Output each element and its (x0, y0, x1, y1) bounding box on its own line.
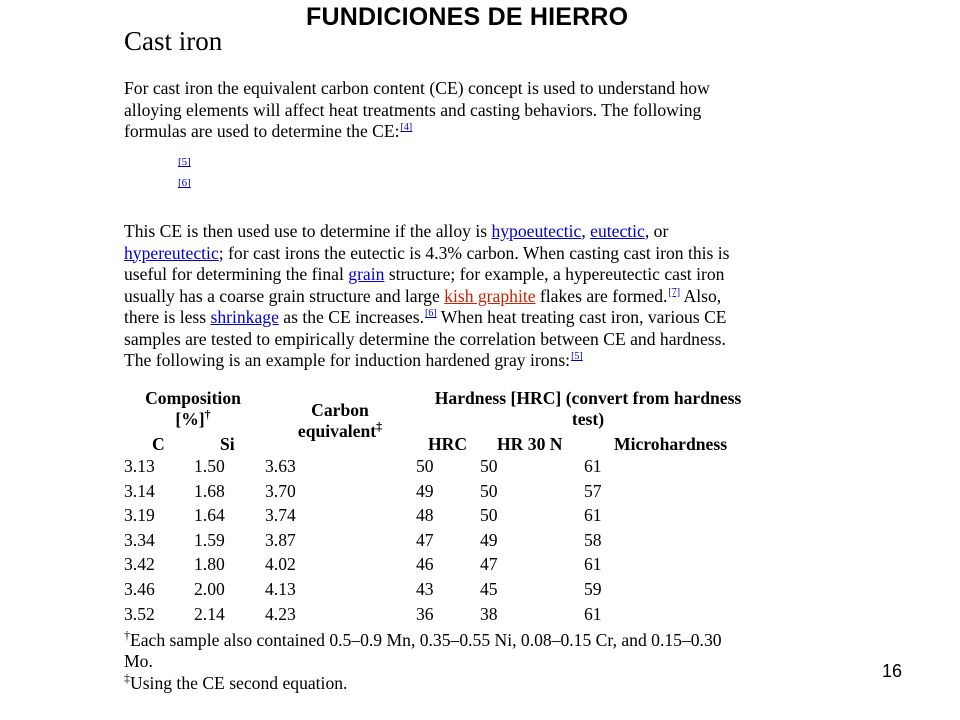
ce-paragraph (124, 221, 764, 372)
cell-hrc: 50 (416, 456, 434, 476)
intro-line (124, 121, 764, 143)
carbon-header-text: equivalent (297, 421, 377, 441)
footnote-1 (124, 630, 722, 651)
ce-text: useful for determining the final (124, 264, 349, 284)
cell-ce: 4.23 (265, 603, 296, 624)
carbon-equivalent-header (290, 400, 390, 442)
shrinkage-link[interactable]: shrinkage (210, 307, 279, 327)
cell-hr30n: 50 (480, 456, 498, 476)
grain-link[interactable]: grain (348, 264, 385, 284)
cell-c: 3.34 (124, 529, 155, 550)
cell-micro: 61 (584, 603, 602, 624)
ce-text: Also, (680, 285, 722, 306)
cell-hr30n: 47 (480, 554, 498, 575)
composition-header (140, 388, 246, 430)
cell-hrc: 43 (416, 579, 434, 599)
ce-text: This CE is then used use to determine if the alloy is (124, 221, 492, 241)
ce-line (124, 264, 764, 286)
cell-hrc: 36 (416, 603, 434, 624)
percent-header-text: [%] (175, 409, 205, 429)
ce-line (124, 243, 764, 265)
cell-si: 1.59 (194, 529, 225, 550)
cell-ce: 3.74 (265, 505, 296, 526)
ce-line (124, 221, 764, 243)
dagger-mark: † (124, 628, 130, 643)
ce-text: The following is an example for induction hardened gray irons: (124, 350, 571, 370)
cell-ce: 4.13 (265, 579, 296, 599)
carbon-header-text: Carbon (311, 400, 369, 420)
cell-micro: 57 (584, 480, 602, 501)
cell-ce: 3.70 (265, 480, 296, 501)
ce-text: there is less (124, 307, 211, 327)
cell-hr30n: 45 (480, 579, 498, 599)
ce-text: flakes are formed. (535, 285, 668, 306)
footnote-text: Using the CE second equation. (130, 673, 348, 693)
cell-c: 3.14 (124, 480, 155, 501)
intro-line-text: formulas are used to determine the CE: (124, 121, 400, 141)
kish-graphite-link[interactable]: kish graphite (444, 285, 536, 306)
footnote-2 (124, 673, 347, 694)
hypoeutectic-link[interactable]: hypoeutectic (491, 221, 582, 241)
cell-si: 1.80 (194, 554, 225, 575)
column-header-c: C (152, 434, 165, 454)
hardness-header-text: test) (571, 409, 605, 429)
column-header-microhardness: Microhardness (614, 434, 728, 454)
eutectic-link[interactable]: eutectic (590, 221, 645, 241)
footnote-text: Each sample also contained 0.5–0.9 Mn, 0.35–0.55 Ni, 0.08–0.15 Cr, and 0.15–0.30 (130, 630, 722, 650)
cell-micro: 61 (584, 554, 602, 575)
double-dagger-mark: ‡ (376, 419, 383, 434)
intro-line: For cast iron the equivalent carbon content (CE) concept is used to understand how (124, 78, 710, 98)
cell-ce: 3.63 (265, 456, 296, 476)
formula-reference-link-5[interactable]: [5] (178, 156, 191, 168)
cell-c: 3.46 (124, 579, 155, 599)
cell-hr30n: 38 (480, 603, 498, 624)
ce-line (124, 307, 764, 329)
cell-c: 3.52 (124, 603, 155, 624)
cell-hrc: 49 (416, 480, 434, 501)
reference-link-5[interactable]: [5] (571, 351, 583, 363)
cell-si: 2.00 (194, 579, 225, 599)
cell-si: 1.68 (194, 480, 225, 501)
cell-micro: 59 (584, 579, 602, 599)
cell-hr30n: 50 (480, 505, 498, 526)
ce-line: samples are tested to empirically determine the correlation between CE and hardness. (124, 328, 726, 349)
ce-line (124, 286, 764, 308)
page-number: 16 (882, 661, 903, 681)
cell-c: 3.42 (124, 554, 155, 575)
ce-text: structure; for example, a hypereutectic cast iron (384, 264, 725, 284)
ce-text: , (581, 221, 591, 241)
cell-hr30n: 49 (480, 529, 498, 550)
ce-text: usually has a coarse grain structure and large (124, 285, 445, 306)
cell-ce: 4.02 (265, 554, 296, 575)
ce-text: , or (644, 221, 669, 241)
formula-reference-link-6[interactable]: [6] (178, 177, 191, 189)
cell-micro: 58 (584, 529, 602, 550)
hardness-header-text: Hardness [HRC] (convert from hardness (434, 388, 742, 408)
double-dagger-mark: ‡ (124, 671, 130, 686)
cell-si: 1.64 (194, 505, 225, 526)
reference-link-4[interactable]: [4] (400, 122, 413, 134)
column-header-hr30n: HR 30 N (497, 434, 563, 454)
cell-hrc: 46 (416, 554, 434, 575)
ce-text: ; for cast irons the eutectic is 4.3% carbon. When casting cast iron this is (218, 242, 730, 263)
reference-link-6[interactable]: [6] (425, 308, 437, 320)
composition-header-text: Composition (145, 388, 241, 408)
ce-line (124, 350, 764, 372)
column-header-si: Si (220, 434, 235, 454)
cell-ce: 3.87 (265, 529, 296, 550)
column-header-hrc: HRC (428, 434, 468, 454)
reference-link-7[interactable]: [7] (668, 286, 681, 298)
intro-paragraph (124, 78, 764, 143)
cell-si: 1.50 (194, 456, 225, 476)
cell-hrc: 47 (416, 529, 434, 550)
ce-text: as the CE increases. (278, 307, 424, 327)
ce-text: When heat treating cast iron, various CE (436, 307, 727, 327)
slide-title: FUNDICIONES DE HIERRO (306, 3, 629, 31)
cell-si: 2.14 (194, 603, 225, 624)
hardness-header (426, 388, 750, 430)
cell-c: 3.19 (124, 505, 155, 526)
footnote-1-continued: Mo. (124, 651, 153, 671)
hypereutectic-link[interactable]: hypereutectic (124, 242, 219, 263)
cell-c: 3.13 (124, 456, 155, 476)
page-title: Cast iron (124, 26, 223, 56)
cell-hrc: 48 (416, 505, 434, 526)
dagger-mark: † (204, 407, 211, 422)
cell-micro: 61 (584, 505, 602, 526)
intro-line: alloying elements will affect heat treatments and casting behaviors. The following (124, 99, 702, 120)
cell-micro: 61 (584, 456, 602, 476)
cell-hr30n: 50 (480, 480, 498, 501)
